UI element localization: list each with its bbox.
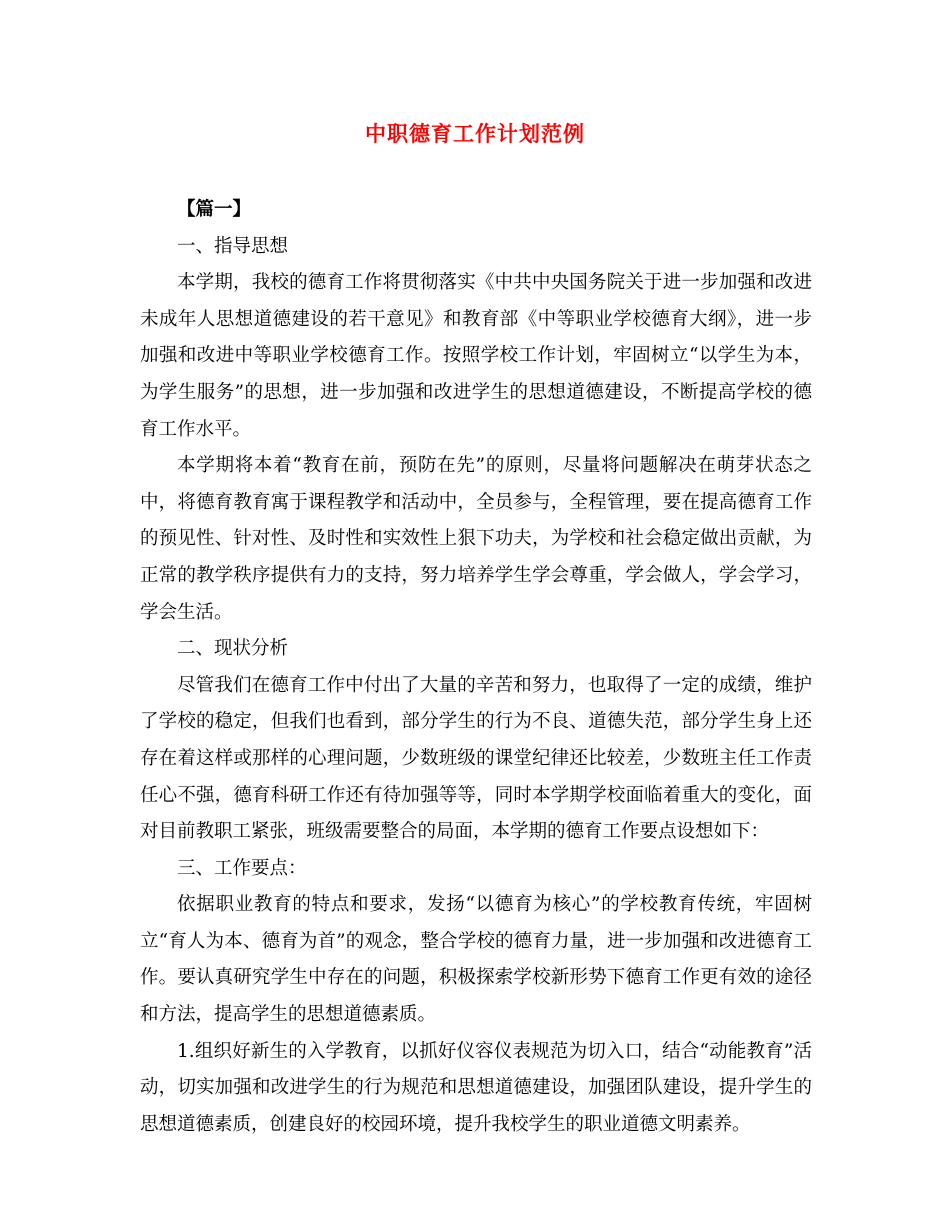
heading-guiding-ideology: 一、指导思想	[177, 235, 289, 257]
heading-work-points: 三、工作要点：	[177, 857, 307, 879]
paragraph: 依据职业教育的特点和要求，发扬“以德育为核心”的学校教育传统，牢固树立“育人为本、德育为首”的观念，整合学校的德育力量，进一步加强和改进德育工作。要认真研究学生中存在的问题，积极探索学校新形势下德育工作更有效的途径和方法，提高学生的思想道德素质。	[140, 894, 812, 1026]
heading-status-analysis: 二、现状分析	[177, 638, 289, 660]
section-label: 【篇一】	[177, 199, 252, 220]
paragraph: 本学期，我校的德育工作将贯彻落实《中共中央国务院关于进一步加强和改进未成年人思想道德建设的若干意见》和教育部《中等职业学校德育大纲》，进一步加强和改进中等职业学校德育工作。按照学校工作计划，牢固树立“以学生为本，为学生服务”的思想，进一步加强和改进学生的思想道德建设，不断提高学校的德育工作水平。	[140, 272, 812, 440]
paragraph: 本学期将本着“教育在前，预防在先”的原则，尽量将问题解决在萌芽状态之中，将德育教育寓于课程教学和活动中，全员参与，全程管理，要在提高德育工作的预见性、针对性、及时性和实效性上狠下功夫，为学校和社会稳定做出贡献，为正常的教学秩序提供有力的支持，努力培养学生学会尊重，学会做人，学会学习，学会生活。	[140, 455, 812, 623]
paragraph: 尽管我们在德育工作中付出了大量的辛苦和努力，也取得了一定的成绩，维护了学校的稳定，但我们也看到，部分学生的行为不良、道德失范，部分学生身上还存在着这样或那样的心理问题，少数班级的课堂纪律还比较差，少数班主任工作责任心不强，德育科研工作还有待加强等等，同时本学期学校面临着重大的变化，面对目前教职工紧张，班级需要整合的局面，本学期的德育工作要点设想如下：	[140, 674, 812, 843]
document-title: 中职德育工作计划范例	[365, 121, 585, 146]
document-body	[140, 192, 812, 1143]
paragraph: 1.组织好新生的入学教育，以抓好仪容仪表规范为切入口，结合“动能教育”活动，切实加强和改进学生的行为规范和思想道德建设，加强团队建设，提升学生的思想道德素质，创建良好的校园环境，提升我校学生的职业道德文明素养。	[140, 1040, 812, 1135]
